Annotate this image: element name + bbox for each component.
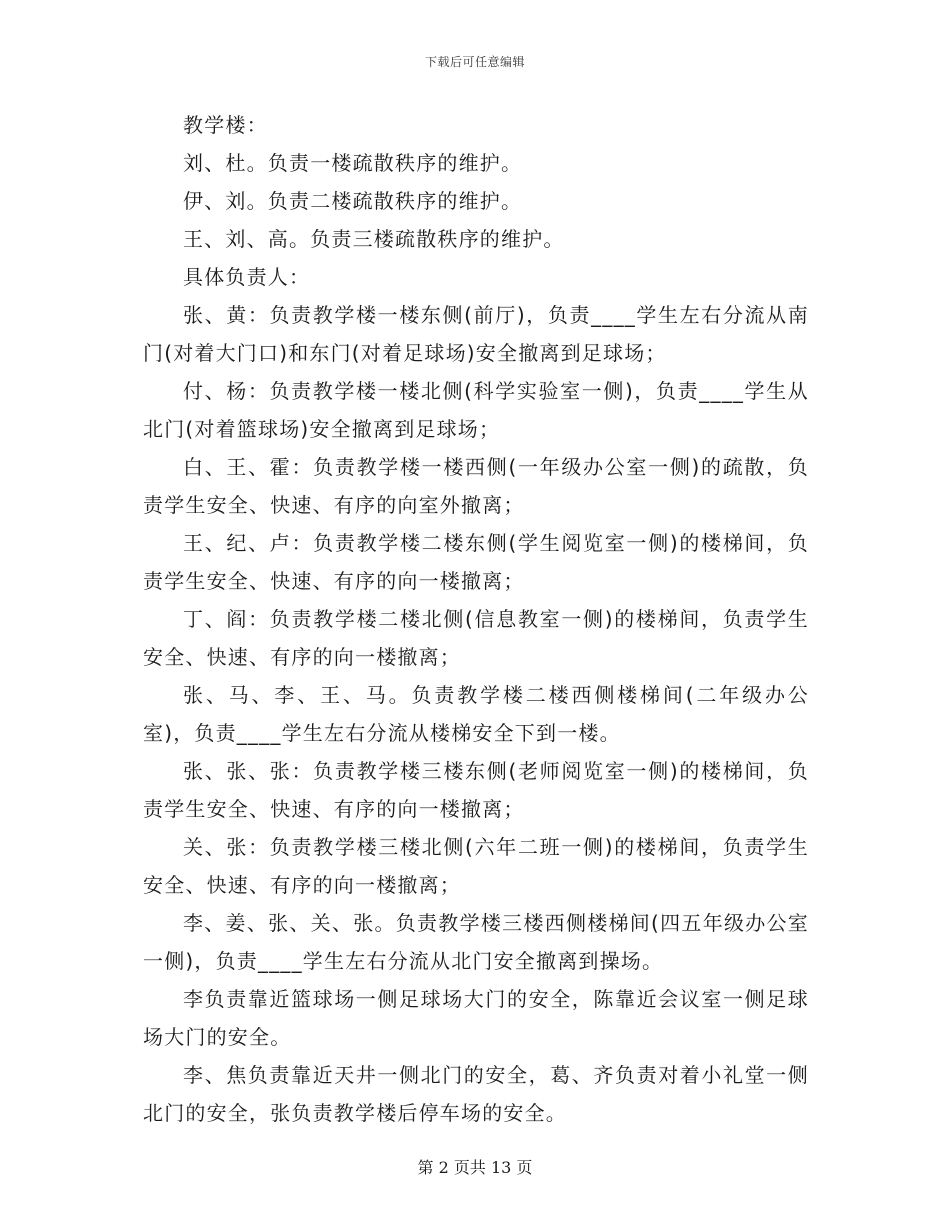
paragraph-football-gates: 李负责靠近篮球场一侧足球场大门的安全，陈靠近会议室一侧足球场大门的安全。 xyxy=(143,987,809,1049)
document-body xyxy=(143,106,809,1132)
page-number: 第 2 页共 13 页 xyxy=(417,1158,533,1177)
paragraph-floor-1-east: 张、黄：负责教学楼一楼东侧(前厅)，负责____学生左右分流从南门(对着大门口)和东门(对着足球场)安全撤离到足球场； xyxy=(143,303,809,365)
paragraph-floor-2-north: 丁、阎：负责教学楼二楼北侧(信息教室一侧)的楼梯间，负责学生安全、快速、有序的向一楼撤离； xyxy=(143,607,809,669)
paragraph-floor-3-west: 李、姜、张、关、张。负责教学楼三楼西侧楼梯间(四五年级办公室一侧)，负责____学生左右分流从北门安全撤离到操场。 xyxy=(143,911,809,973)
paragraph-north-gates: 李、焦负责靠近天井一侧北门的安全，葛、齐负责对着小礼堂一侧北门的安全，张负责教学楼后停车场的安全。 xyxy=(143,1063,809,1125)
paragraph-floor-1-north: 付、杨：负责教学楼一楼北侧(科学实验室一侧)，负责____学生从北门(对着篮球场)安全撤离到足球场； xyxy=(143,379,809,441)
header-note: 下载后可任意编辑 xyxy=(424,55,525,69)
paragraph-heading-responsible: 具体负责人： xyxy=(183,265,311,289)
paragraph-floor-3-north: 关、张：负责教学楼三楼北侧(六年二班一侧)的楼梯间，负责学生安全、快速、有序的向一楼撤离； xyxy=(143,835,809,897)
paragraph-floor-3-east: 张、张、张：负责教学楼三楼东侧(老师阅览室一侧)的楼梯间，负责学生安全、快速、有序的向一楼撤离； xyxy=(143,759,809,821)
paragraph-floor-3-order: 王、刘、高。负责三楼疏散秩序的维护。 xyxy=(183,227,565,251)
paragraph-floor-2-order: 伊、刘。负责二楼疏散秩序的维护。 xyxy=(183,189,523,213)
paragraph-floor-1-west: 白、王、霍：负责教学楼一楼西侧(一年级办公室一侧)的疏散，负责学生安全、快速、有序的向室外撤离； xyxy=(143,455,809,517)
paragraph-floor-2-west: 张、马、李、王、马。负责教学楼二楼西侧楼梯间(二年级办公室)，负责____学生左右分流从楼梯安全下到一楼。 xyxy=(143,683,809,745)
paragraph-floor-2-east: 王、纪、卢：负责教学楼二楼东侧(学生阅览室一侧)的楼梯间，负责学生安全、快速、有序的向一楼撤离； xyxy=(143,531,809,593)
paragraph-heading-building: 教学楼： xyxy=(183,113,268,137)
paragraph-floor-1-order: 刘、杜。负责一楼疏散秩序的维护。 xyxy=(183,151,523,175)
